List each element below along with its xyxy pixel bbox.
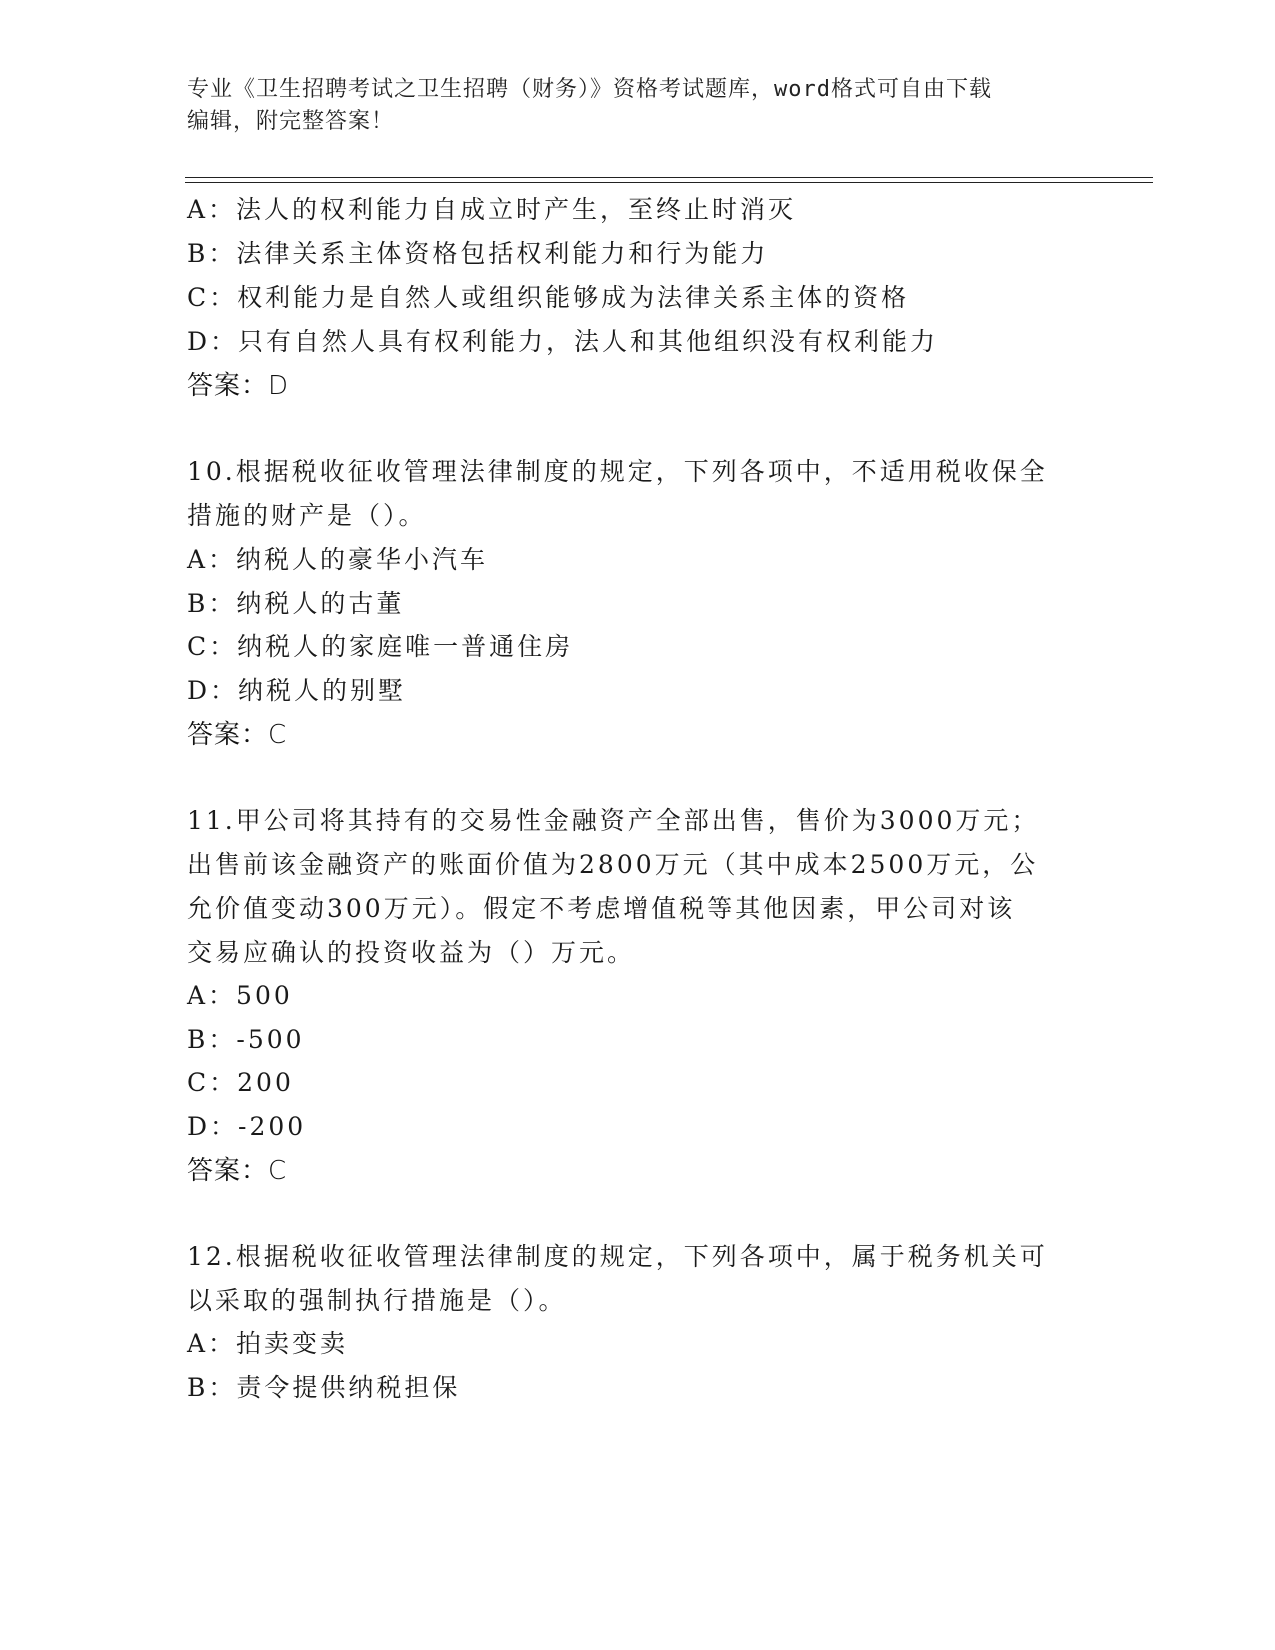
q10-option-d: D：纳税人的别墅 xyxy=(187,676,407,705)
q9-option-b: B：法律关系主体资格包括权利能力和行为能力 xyxy=(187,239,769,268)
q9-option-a: A：法人的权利能力自成立时产生，至终止时消灭 xyxy=(187,195,797,224)
header-divider-bottom xyxy=(185,182,1153,183)
q10-stem-line-1: 10.根据税收征收管理法律制度的规定，下列各项中，不适用税收保全 xyxy=(187,457,1048,486)
q11-stem-line-2: 出售前该金融资产的账面价值为2800万元（其中成本2500万元，公 xyxy=(187,850,1039,879)
q11-stem-line-1: 11.甲公司将其持有的交易性金融资产全部出售，售价为3000万元； xyxy=(187,806,1040,835)
header-divider-top xyxy=(185,177,1153,178)
q11-option-c: C：200 xyxy=(187,1068,294,1097)
q10-option-b: B：纳税人的古董 xyxy=(187,589,405,618)
q12-stem-line-1: 12.根据税收征收管理法律制度的规定，下列各项中，属于税务机关可 xyxy=(187,1242,1048,1271)
q9-option-d: D：只有自然人具有权利能力，法人和其他组织没有权利能力 xyxy=(187,327,939,356)
q11-option-d: D：-200 xyxy=(187,1112,307,1141)
q12-option-a: A：拍卖变卖 xyxy=(187,1329,349,1358)
q11-option-a: A：500 xyxy=(187,981,293,1010)
q11-answer: 答案：C xyxy=(187,1156,288,1186)
document-header xyxy=(187,74,1087,138)
q10-answer: 答案：C xyxy=(187,720,288,750)
q11-stem-line-3: 允价值变动300万元）。假定不考虑增值税等其他因素，甲公司对该 xyxy=(187,894,1016,923)
q10-option-a: A：纳税人的豪华小汽车 xyxy=(187,545,489,574)
q11-stem-line-4: 交易应确认的投资收益为（）万元。 xyxy=(187,938,636,967)
q12-option-b: B：责令提供纳税担保 xyxy=(187,1373,461,1402)
q9-option-c: C：权利能力是自然人或组织能够成为法律关系主体的资格 xyxy=(187,283,910,312)
q12-stem-line-2: 以采取的强制执行措施是（）。 xyxy=(187,1286,567,1315)
header-title-line-2: 编辑，附完整答案！ xyxy=(187,109,395,134)
q11-option-b: B：-500 xyxy=(187,1025,305,1054)
q10-option-c: C：纳税人的家庭唯一普通住房 xyxy=(187,632,574,661)
q10-stem-line-2: 措施的财产是（）。 xyxy=(187,501,427,530)
header-title-line-1: 专业《卫生招聘考试之卫生招聘（财务）》资格考试题库，word格式可自由下载 xyxy=(187,77,992,102)
q9-answer: 答案：D xyxy=(187,371,290,401)
